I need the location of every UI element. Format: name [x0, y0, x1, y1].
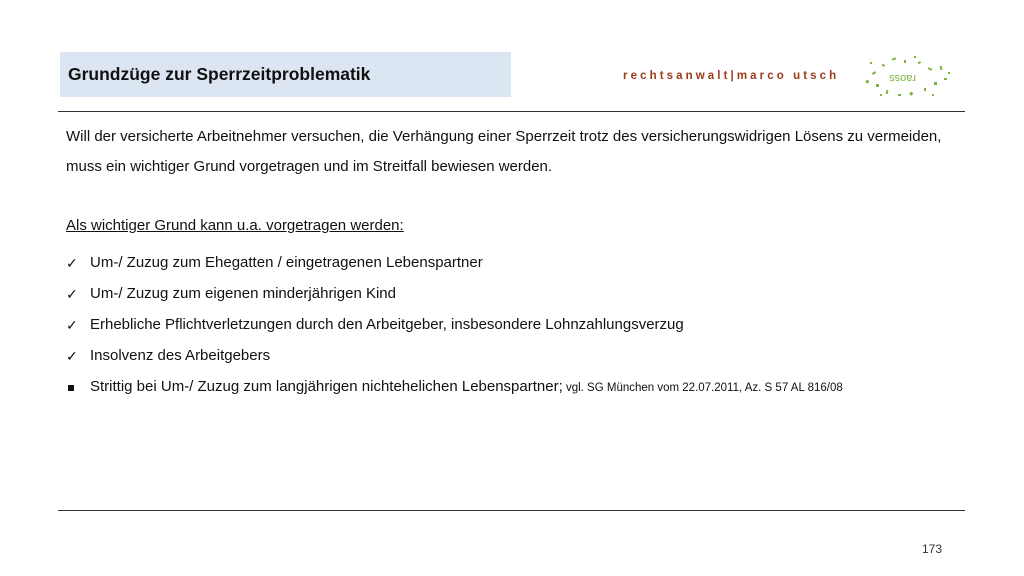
slide-title: Grundzüge zur Sperrzeitproblematik — [68, 64, 371, 84]
checkmark-icon: ✓ — [66, 286, 78, 302]
list-item — [66, 281, 843, 312]
reasons-list — [66, 250, 843, 405]
list-item — [66, 250, 843, 281]
list-item-text: Erhebliche Pflichtverletzungen durch den Arbeitgeber, insbesondere Lohnzahlungsverzug — [90, 316, 684, 333]
page-number: 173 — [922, 542, 943, 556]
list-item-text: Um-/ Zuzug zum eigenen minderjährigen Kind — [90, 285, 396, 302]
square-bullet-icon — [66, 374, 84, 400]
logo — [862, 54, 954, 100]
intro-paragraph: Will der versicherte Arbeitnehmer versuchen, die Verhängung einer Sperrzeit trotz des versicherungswidrigen Lösens zu vermeiden, muss ein wichtiger Grund vorgetragen und im Streitfall bewiesen werden. — [66, 128, 942, 175]
top-divider — [58, 111, 965, 112]
list-item-text: Um-/ Zuzug zum Ehegatten / eingetragenen Lebenspartner — [90, 254, 483, 271]
checkmark-icon: ✓ — [66, 348, 78, 364]
logo-text: raoss — [889, 72, 916, 84]
list-item — [66, 343, 843, 374]
brand-name: rechtsanwalt|marco utsch — [623, 70, 840, 82]
subheading: Als wichtiger Grund kann u.a. vorgetragen werden: — [66, 217, 404, 234]
list-item — [66, 374, 843, 405]
checkmark-icon: ✓ — [66, 317, 78, 333]
citation-note: vgl. SG München vom 22.07.2011, Az. S 57 AL 816/08 — [562, 382, 843, 394]
list-item-text: Insolvenz des Arbeitgebers — [90, 347, 271, 364]
checkmark-icon: ✓ — [66, 255, 78, 271]
list-item-text: Strittig bei Um-/ Zuzug zum langjährigen nichtehelichen Lebenspartner; — [90, 378, 563, 395]
list-item — [66, 312, 843, 343]
bottom-divider — [58, 510, 965, 511]
title-box — [60, 52, 511, 97]
